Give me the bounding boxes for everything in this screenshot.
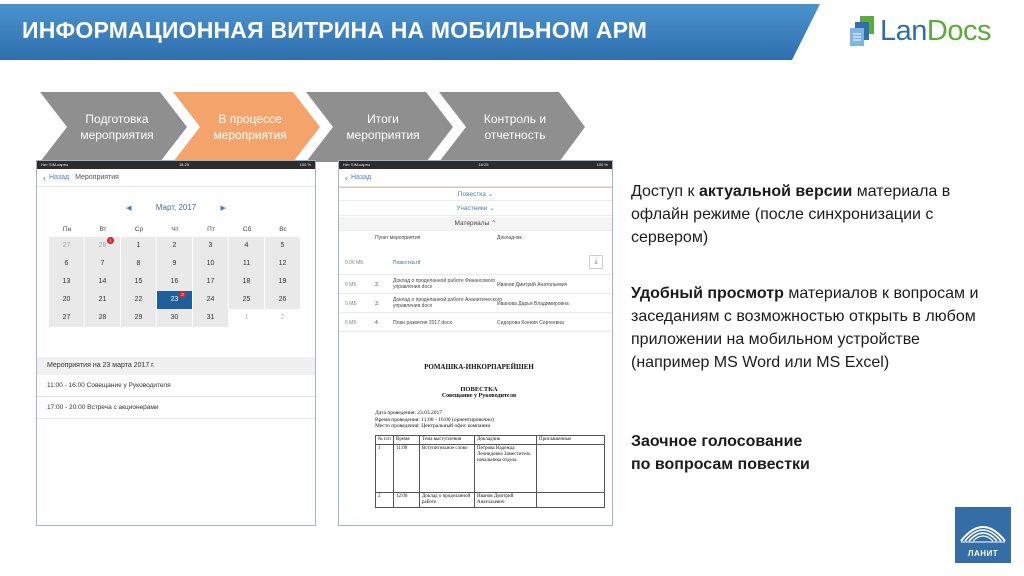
doc-cell: 2 xyxy=(376,493,394,508)
calendar-day[interactable] xyxy=(85,237,121,256)
event-item[interactable]: 11:00 - 16:00 Совещание у Руководителя xyxy=(37,375,315,397)
calendar-day[interactable]: 1 xyxy=(121,237,157,256)
section-materials[interactable] xyxy=(339,217,612,231)
step-1-label xyxy=(62,92,172,162)
battery-text: 100 % xyxy=(596,162,608,167)
nav-bar xyxy=(339,169,612,187)
feature-text: материала в офлайн режиме (после синхронизации с сервером) xyxy=(631,183,951,246)
document-preview xyxy=(353,347,605,509)
calendar-day[interactable]: 19 xyxy=(265,273,301,292)
doc-cell: Вступительное слово xyxy=(420,445,475,493)
calendar-day[interactable]: 28 xyxy=(85,309,121,328)
doc-meta-line: Дата проведения: 23.03.2017 xyxy=(375,410,443,416)
feature-text: Доступ к xyxy=(631,183,699,200)
file-size: 0 МБ xyxy=(345,320,357,326)
weekday-label: Вт xyxy=(99,226,107,233)
doc-heading: ПОВЕСТКА xyxy=(460,386,498,393)
doc-table-header xyxy=(376,436,605,445)
calendar-day[interactable]: 17 xyxy=(193,273,229,292)
material-row[interactable] xyxy=(339,294,612,313)
step-1-line1: Подготовка xyxy=(85,112,149,126)
file-size: 0 МБ xyxy=(345,301,357,307)
download-icon[interactable]: ⤓ xyxy=(589,255,603,269)
feature-line: по вопросам повестки xyxy=(631,456,810,473)
material-row[interactable] xyxy=(339,251,612,275)
back-button[interactable]: Назад xyxy=(49,174,70,181)
chevron-up-icon: ⌃ xyxy=(491,220,497,227)
calendar-day[interactable]: 10 xyxy=(193,255,229,274)
calendar-day-selected[interactable] xyxy=(157,291,193,310)
doc-table-row xyxy=(376,445,605,493)
calendar-day[interactable]: 24 xyxy=(193,291,229,310)
calendar-day[interactable]: 14 xyxy=(85,273,121,292)
item-number: 4. xyxy=(375,320,380,326)
events-header: Мероприятия на 23 марта 2017 г. xyxy=(37,357,315,375)
step-4-line1: Контроль и xyxy=(483,112,547,126)
file-size: 0 МБ xyxy=(345,282,357,288)
doc-cell: Петрова Надежда Леонидовна Заместитель начальника отдела xyxy=(475,445,537,493)
doc-table xyxy=(375,435,605,508)
feature-text: материалов к вопросам и заседаниям с возможностью открыть в любом приложении на мобильном устройстве (например MS Word или MS Excel) xyxy=(631,285,979,371)
step-3-line1: Итоги xyxy=(367,112,399,126)
column-speaker-header: Докладчик xyxy=(497,235,522,241)
landocs-logo-text xyxy=(880,15,991,48)
calendar-day[interactable]: 13 xyxy=(49,273,85,292)
materials-screenshot xyxy=(338,160,613,526)
calendar-week xyxy=(49,255,301,273)
month-switcher xyxy=(37,203,315,212)
material-row[interactable] xyxy=(339,275,612,294)
chevron-down-icon: ⌄ xyxy=(487,191,494,198)
calendar-day[interactable]: 31 xyxy=(193,309,229,328)
calendar-week xyxy=(49,309,301,327)
file-name[interactable]: Повестка.rtf xyxy=(393,260,421,266)
item-number: 2. xyxy=(375,282,380,288)
file-name[interactable]: Доклад о проделанной работе Финансового управления.docx xyxy=(393,278,496,290)
weekday-label: Чт xyxy=(171,226,179,233)
weekday-label: Пт xyxy=(207,226,215,233)
calendar-day[interactable]: 18 xyxy=(229,273,265,292)
doc-subheading: Совещание у Руководителя xyxy=(441,393,517,399)
step-3-label xyxy=(328,92,438,162)
doc-cell: 11:00 xyxy=(394,445,420,493)
item-number: 3. xyxy=(375,301,380,307)
logo-prefix: Lan xyxy=(880,15,927,47)
calendar-grid xyxy=(49,223,301,327)
prev-month-icon[interactable]: ◀ xyxy=(126,205,132,212)
calendar-day[interactable]: 15 xyxy=(121,273,157,292)
carrier-text: Нет SIM-карты xyxy=(41,162,69,167)
event-count-badge: 2 xyxy=(179,291,186,298)
back-chevron-icon[interactable]: ‹ xyxy=(345,172,348,183)
calendar-day[interactable]: 22 xyxy=(121,291,157,310)
weekday-label: Ср xyxy=(134,226,144,233)
doc-cell: Иванов Дмитрий Анатольевич xyxy=(475,493,537,508)
calendar-day[interactable]: 30 xyxy=(157,309,193,328)
calendar-day[interactable]: 8 xyxy=(121,255,157,274)
doc-col-header: Время xyxy=(394,436,420,445)
speaker-name: Иванова Дарья Владимировна xyxy=(497,301,569,307)
doc-company: РОМАШКА-ИНКОРПАРЕЙШЕН xyxy=(424,363,534,371)
back-chevron-icon[interactable]: ‹ xyxy=(43,172,46,183)
file-size: 0.06 МБ xyxy=(345,260,364,266)
status-bar xyxy=(37,161,315,169)
event-item[interactable]: 17:00 - 20:00 Встреча с акционерами xyxy=(37,397,315,419)
step-1-line2: мероприятия xyxy=(80,128,154,142)
calendar-day[interactable]: 2 xyxy=(157,237,193,256)
weekday-label: Сб xyxy=(242,226,252,233)
day-number: 28 xyxy=(98,242,107,249)
calendar-day[interactable]: 26 xyxy=(265,291,301,310)
calendar-day[interactable]: 2 xyxy=(265,309,301,328)
section-agenda-label: Повестка xyxy=(457,191,486,198)
calendar-day[interactable]: 9 xyxy=(157,255,193,274)
breadcrumb: Мероприятия xyxy=(75,174,119,181)
calendar-week xyxy=(49,291,301,309)
feature-line: Заочное голосование xyxy=(631,433,803,450)
doc-cell xyxy=(537,445,605,493)
feature-remote-voting xyxy=(631,430,991,476)
clock-text: 18:25 xyxy=(178,162,189,167)
section-agenda[interactable] xyxy=(339,187,612,201)
doc-meta-line: Место проведения: Центральный офис компании xyxy=(375,423,491,429)
calendar-day[interactable]: 5 xyxy=(265,237,301,256)
step-4-label xyxy=(460,92,570,162)
calendar-day[interactable]: 7 xyxy=(85,255,121,274)
section-materials-label: Материалы xyxy=(454,220,490,227)
nav-bar xyxy=(37,169,315,187)
calendar-day[interactable]: 29 xyxy=(121,309,157,328)
next-month-icon[interactable]: ▶ xyxy=(220,205,226,212)
doc-cell: 12:00 xyxy=(394,493,420,508)
feature-emphasis: актуальной версии xyxy=(698,183,853,200)
doc-col-header: Приглашенные xyxy=(537,436,605,445)
day-number: 23 xyxy=(170,296,179,303)
step-2-line1: В процессе xyxy=(218,112,282,126)
step-3-line2: мероприятия xyxy=(346,128,420,142)
section-participants-label: Участники xyxy=(456,205,488,212)
calendar-week xyxy=(49,237,301,255)
lanit-logo xyxy=(955,507,1011,563)
calendar-day[interactable]: 12 xyxy=(265,255,301,274)
doc-meta xyxy=(375,410,494,430)
title-banner xyxy=(0,4,820,60)
doc-meta-line: Время проведения: 11:00 - 16:00 (ориентировочно) xyxy=(375,416,494,423)
file-name[interactable]: Доклад о проделанной работе Аналитического управления.docx xyxy=(393,297,503,309)
calendar-screenshot xyxy=(36,160,316,526)
calendar-day[interactable]: 1 xyxy=(229,309,265,328)
chevron-down-icon: ⌄ xyxy=(489,205,495,212)
back-button[interactable]: Назад xyxy=(351,174,372,181)
weekday-label: Пн xyxy=(62,226,72,233)
calendar-day[interactable]: 3 xyxy=(193,237,229,256)
step-2-label xyxy=(195,92,305,162)
weekday-row xyxy=(49,223,301,237)
landocs-logo xyxy=(850,14,1000,50)
feature-emphasis: Удобный просмотр xyxy=(631,285,784,302)
calendar-day[interactable]: 11 xyxy=(229,255,265,274)
lanit-text: ЛАНИТ xyxy=(967,549,999,558)
calendar-day[interactable]: 16 xyxy=(157,273,193,292)
section-participants[interactable] xyxy=(339,202,612,216)
logo-suffix: Docs xyxy=(926,15,991,47)
doc-cell: 1 xyxy=(376,445,394,493)
slide-title: ИНФОРМАЦИОННАЯ ВИТРИНА НА МОБИЛЬНОМ АРМ xyxy=(22,17,648,43)
calendar-day[interactable]: 27 xyxy=(49,237,85,256)
doc-col-header: Тема выступления xyxy=(420,436,475,445)
lanit-emblem-icon xyxy=(955,511,1011,551)
doc-cell xyxy=(537,493,605,508)
landocs-logo-icon xyxy=(850,14,878,48)
calendar-day[interactable]: 20 xyxy=(49,291,85,310)
status-bar xyxy=(339,161,612,169)
calendar-day[interactable]: 6 xyxy=(49,255,85,274)
calendar-day[interactable]: 25 xyxy=(229,291,265,310)
weekday-label: Вс xyxy=(279,226,287,233)
calendar-day[interactable]: 21 xyxy=(85,291,121,310)
column-item-header: Пункт мероприятия xyxy=(375,235,421,241)
calendar-week xyxy=(49,273,301,291)
doc-cell: Доклад о проделанной работе xyxy=(420,493,475,508)
carrier-text: Нет SIM-карты xyxy=(343,162,371,167)
process-steps xyxy=(40,92,585,162)
battery-text: 100 % xyxy=(299,162,311,167)
file-name[interactable]: План развития 2017.docx xyxy=(393,320,452,326)
material-row[interactable] xyxy=(339,313,612,332)
doc-col-header: № п/п xyxy=(376,436,394,445)
speaker-name: Иванов Дмитрий Анатольевич xyxy=(497,282,568,288)
clock-text: 18:25 xyxy=(478,162,489,167)
month-label: Март, 2017 xyxy=(155,203,197,212)
event-count-badge: 1 xyxy=(107,237,114,244)
step-2-line2: мероприятия xyxy=(213,128,287,142)
feature-offline-access xyxy=(631,180,991,249)
feature-convenient-view xyxy=(631,282,991,374)
step-4-line2: отчетность xyxy=(484,128,546,142)
doc-table-row xyxy=(376,493,605,508)
speaker-name: Сидорова Ксения Сергеевна xyxy=(497,320,564,326)
calendar-day[interactable]: 27 xyxy=(49,309,85,328)
calendar-day[interactable]: 4 xyxy=(229,237,265,256)
doc-col-header: Докладчик xyxy=(475,436,537,445)
